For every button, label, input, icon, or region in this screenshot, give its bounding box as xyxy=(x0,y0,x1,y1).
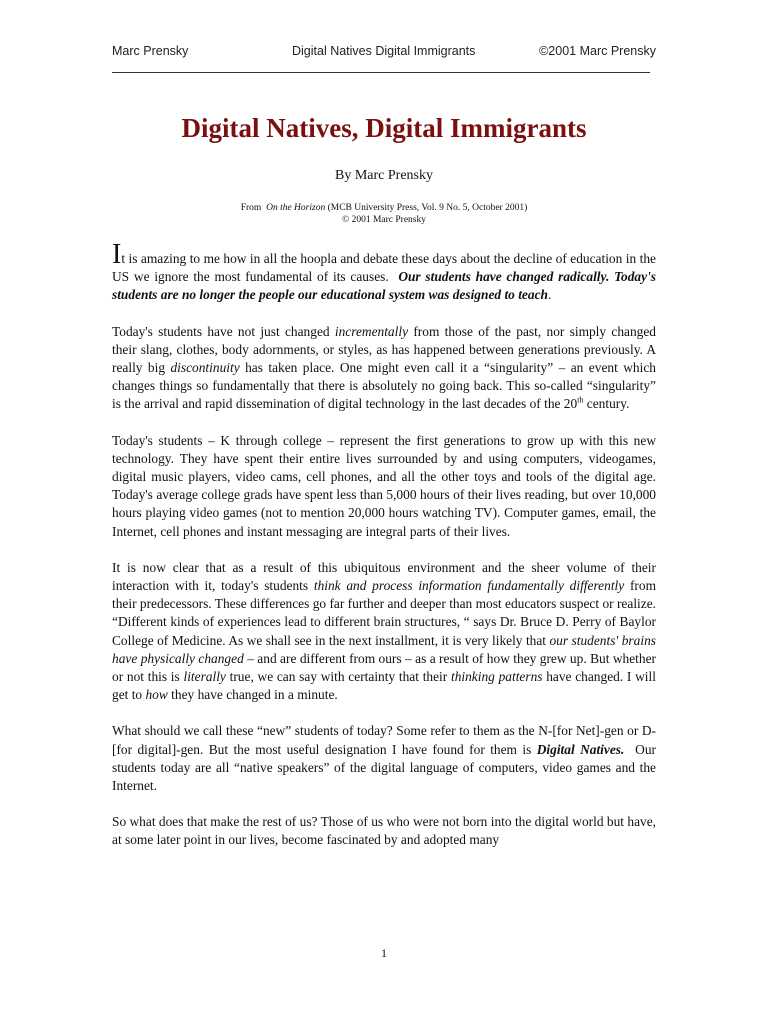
p4-italic-4: thinking patterns xyxy=(450,669,543,685)
p4-italic-2: our students' brains have physically changed xyxy=(112,632,656,666)
p5-text-2: Our students today are all “native speakers” of the digital language of computers, video games and the Internet. xyxy=(112,741,656,794)
p4-italic-1: think and process information fundamentally differently xyxy=(313,578,625,594)
paragraph-6: So what does that make the rest of us? Those of us who were not born into the digital world but have, at some later point in our lives, become fascinated by and adopted many xyxy=(112,814,656,848)
p4-text-3: – and are different from ours – as a result of how they grew up. But whether or not this is xyxy=(112,650,656,685)
header-doc-title: Digital Natives Digital Immigrants xyxy=(292,44,476,58)
p2-text-1: Today's students have not just changed xyxy=(112,323,330,339)
running-header xyxy=(112,44,656,62)
p2-text-2: from those of the past, nor simply changed their slang, clothes, body adornments, or styles, as has happened between generations previously. A really big xyxy=(112,323,656,376)
p2-text-3: has taken place. One might even call it a “singularity” – an event which changes things so fundamentally that there is absolutely no going back. This so-called “singularity” is the arrival and rapid dissemination of digital technology in the last decades of the 20 xyxy=(112,360,656,412)
p2-text-4: century. xyxy=(586,396,630,412)
page-number: 1 xyxy=(381,946,387,960)
source-citation xyxy=(0,202,768,226)
source-details: (MCB University Press, Vol. 9 No. 5, October 2001) xyxy=(327,203,528,213)
paragraph-1 xyxy=(112,239,657,305)
p4-text-4: true, we can say with certainty that their xyxy=(229,669,448,685)
header-author: Marc Prensky xyxy=(112,44,189,58)
p4-text-2: from their predecessors. These differences go far further and deeper than most educators suspect or realize. “Different kinds of experiences lead to different brain structures, “ says Dr. Bruce D. Perry of Baylor College of Medicine. As we shall see in the next installment, it is very likely that xyxy=(112,578,656,648)
paragraph-2 xyxy=(112,323,656,414)
source-journal: On the Horizon xyxy=(266,203,326,213)
p5-emphasis: Digital Natives. xyxy=(536,741,625,757)
p4-italic-3: literally xyxy=(183,669,226,685)
source-prefix: From xyxy=(240,203,262,213)
article-body xyxy=(112,239,657,868)
header-divider xyxy=(112,72,650,73)
p2-italic-1: incrementally xyxy=(334,323,409,339)
p4-text-1: It is now clear that as a result of this ubiquitous environment and the sheer volume of their interaction with it, today's students xyxy=(112,559,656,594)
p1-text: t is amazing to me how in all the hoopla and debate these days about the decline of education in the US we ignore the most fundamental of its causes. xyxy=(112,251,656,285)
source-copyright: © 2001 Marc Prensky xyxy=(342,215,426,225)
drop-cap: I xyxy=(112,239,122,270)
p2-superscript: th xyxy=(577,395,584,405)
paragraph-3: Today's students – K through college – represent the first generations to grow up with this new technology. They have spent their entire lives surrounded by and using computers, videogames, digital music players, video cams, cell phones, and all the other toys and tools of the digital age. Today's average college grads have spent less than 5,000 hours of their lives reading, but over 10,000 hours playing video games (not to mention 20,000 hours watching TV). Computer games, email, the Internet, cell phones and instant messaging are integral parts of their lives. xyxy=(112,432,656,539)
p1-end: . xyxy=(547,287,552,303)
paragraph-4 xyxy=(112,559,656,705)
byline: By Marc Prensky xyxy=(335,168,433,183)
p4-text-5: have changed. I will get to xyxy=(112,669,656,703)
header-copyright: ©2001 Marc Prensky xyxy=(539,44,656,58)
paragraph-5 xyxy=(112,722,656,795)
p1-emphasis: Our students have changed radically. Today's students are no longer the people our educational system was designed to teach xyxy=(112,269,657,303)
p4-text-6: they have changed in a minute. xyxy=(171,687,338,703)
source-line xyxy=(0,202,768,214)
p4-italic-5: how xyxy=(145,687,168,703)
page-title: Digital Natives, Digital Immigrants xyxy=(181,113,587,143)
p2-italic-2: discontinuity xyxy=(170,360,240,376)
p5-text-1: What should we call these “new” students of today? Some refer to them as the N-[for Net]-gen or D-[for digital]-gen. But the most useful designation I have found for them is xyxy=(112,723,656,757)
